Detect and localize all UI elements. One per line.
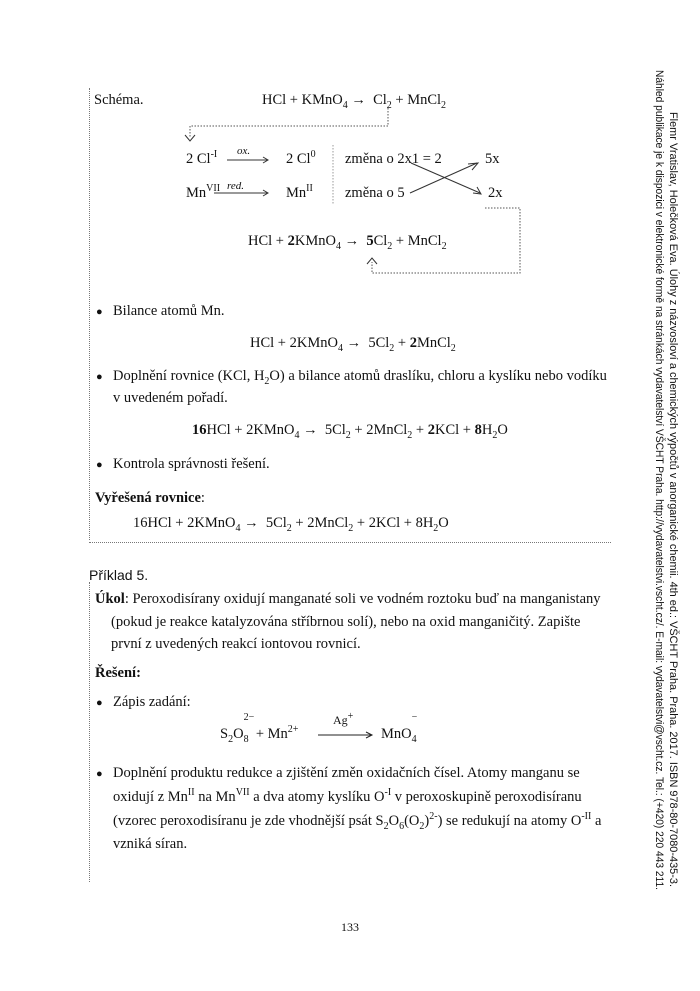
page-number: 133 — [341, 920, 359, 934]
red-half-right: $Mn^{II}$ — [286, 183, 313, 201]
red-label: red. — [227, 180, 245, 192]
ox-half-left: 2 $Cl^{-I}$ — [186, 149, 218, 167]
balanced-partial: HCl + 2KMnO$_4$ → $5Cl_2$ + MnCl$_2$ — [248, 233, 447, 252]
solved-heading: Vyřešená rovnice: — [95, 490, 205, 506]
para-line4: vzniká síran. — [113, 836, 188, 852]
ionic-equation: $S_2O_8$ 2− + $Mn^{2+}$ — [220, 712, 299, 745]
ox-half-right: 2 Cl$^0$ — [286, 149, 316, 167]
bullet-completion: Doplnění rovnice (KCl, $H_2O$) a bilance atomů draslíku, chloru a kyslíku nebo vodíku — [113, 368, 607, 387]
factor-ox: 5x — [485, 151, 500, 167]
equation-mn: HCl + 2KMnO$_4$ → $5Cl_2$ + 2MnCl$_2$ — [250, 335, 456, 354]
side-note-line1: Flemr Vratislav, Holečková Eva. Úlohy z názvosloví a chemických výpočtů v anorganické chemii. 4th ed.: VŠCHT Praha. Praha. 2017. ISBN 978-80-7080-435-3. — [667, 112, 679, 892]
bullet-dot: ● — [96, 768, 103, 780]
task-line3: první z uvedených reakcí iontovou rovnicí. — [111, 636, 361, 652]
change-ox: změna o 2x1 = 2 — [345, 151, 442, 167]
reaction-arrow — [318, 730, 378, 740]
red-half-left: $Mn^{VII}$ — [186, 183, 221, 201]
task-line2: (pokud je reakce katalyzována stříbrnou solí), nebo na oxid manganičitý. Zapište — [111, 614, 581, 630]
factor-red: 2x — [488, 185, 503, 201]
bullet-completion-line2: v uvedeném pořadí. — [113, 390, 228, 406]
bullet-dot: ● — [96, 459, 103, 471]
entry-bullet: Zápis zadání: — [113, 694, 191, 710]
permanganate: MnO$_4$ − — [381, 712, 418, 745]
catalyst-label: Ag+ — [333, 711, 354, 727]
bullet-dot: ● — [96, 697, 103, 709]
schema-equation: HCl + KMnO$_4$ → $Cl_2$ + MnCl$_2$ — [262, 92, 447, 111]
bullet-mn-balance: Bilance atomů Mn. — [113, 303, 225, 319]
side-note — [640, 70, 682, 954]
side-note-line2: Náhled publikace je k dispozici v elektronické formě na stránkách vydavatelství VŠCHT Praha. http://vydavatelstvi.vscht.cz/. E-mail: vydavatelstvi@vscht.cz. Tel.: (+420) 220 443 211. — [653, 70, 665, 954]
solution-label: Řešení: — [95, 665, 141, 681]
task-line1: Úkol: Peroxodisírany oxidují manganaté soli ve vodném roztoku buď na manganistany — [95, 591, 601, 607]
para-line3: (vzorec peroxodisíranu je zde vhodnější psát $S_2O_6(O_2)^{2-}$) se redukují na atomy $O^{-II}$ a — [113, 811, 602, 832]
bullet-check: Kontrola správnosti řešení. — [113, 456, 270, 472]
change-red: změna o 5 — [345, 185, 405, 201]
schema-label: Schéma. — [94, 92, 144, 108]
example-title: Příklad 5. — [89, 567, 149, 583]
bullet-dot: ● — [96, 306, 103, 318]
bullet-dot: ● — [96, 371, 103, 383]
equation-full-bold: 16HCl + 2KMnO$_4$ → $5Cl_2$ + 2MnCl$_2$ + $2KCl + 8H_2O$ — [192, 422, 508, 441]
para-line1: Doplnění produktu redukce a zjištění změn oxidačních čísel. Atomy manganu se — [113, 765, 580, 781]
section-divider — [89, 542, 611, 543]
para-line2: oxidují z $Mn^{II}$ na $Mn^{VII}$ a dva atomy kyslíku $O^{-I}$ v peroxoskupině peroxodisíranu — [113, 787, 582, 805]
solved-equation: 16HCl + 2KMnO$_4$ → $5Cl_2$ + 2MnCl$_2$ + $2KCl + 8H_2O$ — [133, 515, 449, 534]
margin-rule-bottom — [89, 582, 90, 882]
schema-arrows — [0, 0, 700, 300]
ox-label: ox. — [237, 145, 251, 157]
